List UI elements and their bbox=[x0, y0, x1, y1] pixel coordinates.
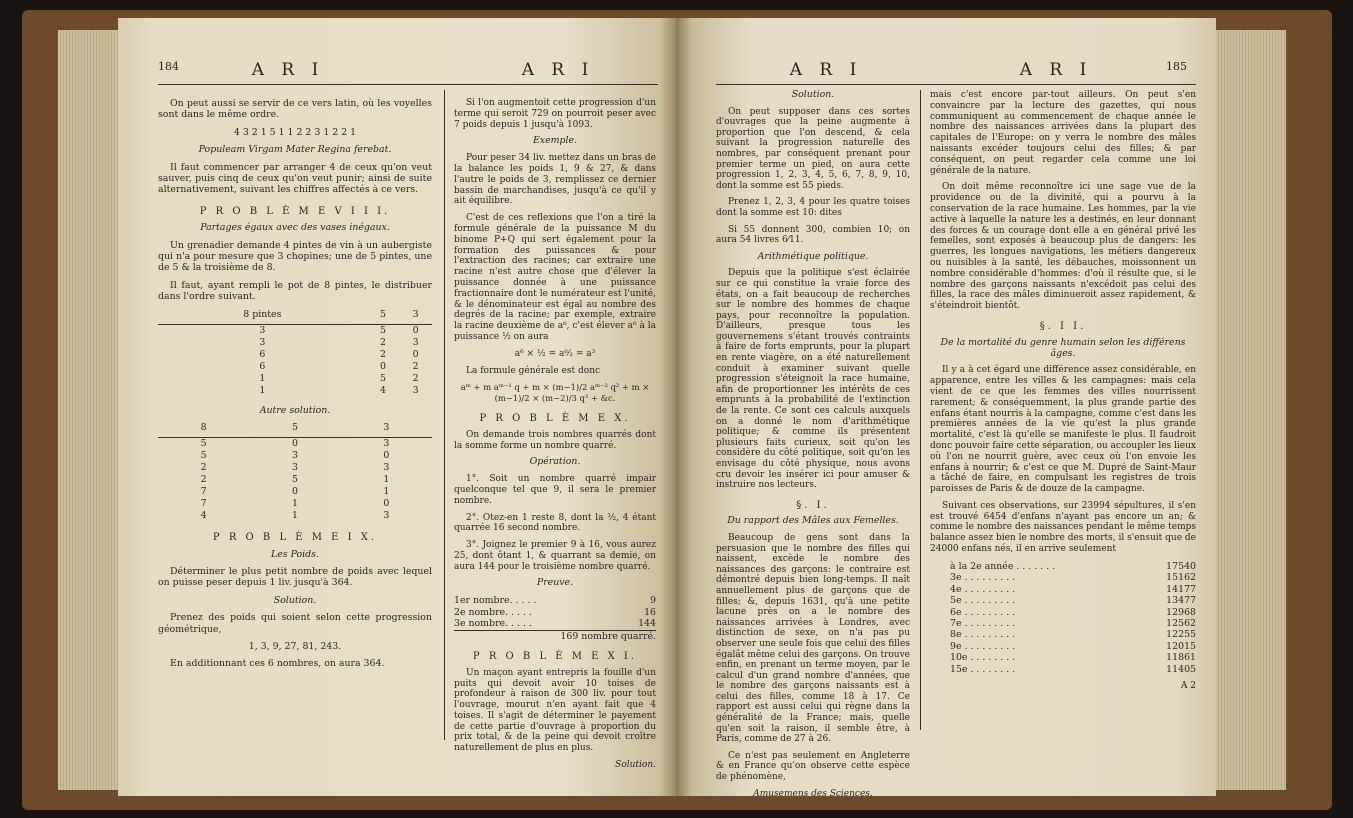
paragraph: Prenez des poids qui soient selon cette progression géométrique, bbox=[158, 612, 432, 635]
list-item bbox=[454, 631, 656, 642]
table-row: 2 3 3 bbox=[200, 462, 390, 474]
list-item: 4e . . . . . . . . . 14177 bbox=[950, 583, 1196, 595]
section-subtitle: Solution. bbox=[791, 89, 835, 100]
problem-title: P R O B L È M E X. bbox=[479, 412, 631, 424]
table-row: 2 5 1 bbox=[200, 474, 390, 486]
table-header: 8 pintes bbox=[158, 309, 367, 325]
table-row: 7 0 1 bbox=[200, 486, 390, 498]
paragraph: 3°. Joignez le premier 9 à 16, vous aurez 25, dont ôtant 1, & quarrant sa demie, on aura 144 pour le troisième nombre quarré. bbox=[454, 540, 656, 572]
running-head: A R I bbox=[521, 60, 595, 80]
section-number: §. I I. bbox=[1039, 320, 1087, 332]
paragraph: Ce n'est pas seulement en Angleterre & en France qu'on observe cette espèce de phénomène, bbox=[716, 750, 910, 783]
paragraph: On peut aussi se servir de ce vers latin, où les voyelles sont dans le même ordre. bbox=[158, 98, 432, 121]
right-column-2 bbox=[930, 90, 1196, 698]
proof-list bbox=[454, 595, 656, 642]
paragraph: On peut supposer dans ces sortes d'ouvrages que la peine augmente à proportion que l'on descend, & cela suivant la progression naturelle des nombres, par conséquent prenant pour premier terme un pied, on aura cette progression 1, 2, 3, 4, 5, 6, 7, 8, 9, 10, dont la somme est 55 pieds. bbox=[716, 106, 910, 191]
list-item: 3e nombre. . . . . 144 bbox=[454, 618, 656, 630]
left-page bbox=[118, 18, 676, 796]
footer-title: Amusemens des Sciences. bbox=[753, 788, 873, 796]
signature-mark: A 2 bbox=[1180, 680, 1196, 691]
left-column-2 bbox=[454, 98, 656, 777]
list-item: 15e . . . . . . . . 11405 bbox=[950, 663, 1196, 675]
list-item: 8e . . . . . . . . . 12255 bbox=[950, 629, 1196, 641]
table-row: 6 2 0 bbox=[259, 348, 419, 360]
mortality-list bbox=[930, 561, 1196, 675]
section-title: Arithmétique politique. bbox=[757, 250, 869, 262]
latin-verse: Populeam Virgam Mater Regina ferebat. bbox=[198, 144, 392, 156]
header-rule bbox=[716, 84, 1196, 85]
problem-title: P R O B L È M E X I. bbox=[472, 650, 638, 662]
proof-total: 169 nombre quarré. bbox=[560, 630, 656, 642]
table-row: 6 0 2 bbox=[259, 360, 419, 372]
table-header: 3 bbox=[399, 309, 432, 325]
paragraph: Suivant ces observations, sur 23994 sépultures, il s'en est trouvé 6454 d'enfans n'ayant pas encore un an; & comme le nombre des naissances pendant le même temps balance assez bien le nombre des morts, il s'ensuit que de 24000 enfans nés, il en arrive seulement bbox=[930, 500, 1196, 555]
running-head: A R I bbox=[789, 60, 863, 80]
section-subtitle: Opération. bbox=[529, 456, 581, 468]
right-page bbox=[676, 18, 1216, 796]
column-divider bbox=[920, 90, 921, 730]
paragraph: Pour peser 34 liv. mettez dans un bras de la balance les poids 1, 9 & 27, & dans l'autre le poids de 3, remplissez ce dernier bassin de marchandises, jusqu'à ce qu'il y ait équilibre. bbox=[454, 153, 656, 207]
paragraph: 1°. Soit un nombre quarré impair quelconque tel que 9, il sera le premier nombre. bbox=[454, 474, 656, 506]
section-number: §. I. bbox=[796, 499, 830, 511]
paragraph: Il y a à cet égard une différence assez considérable, en apparence, entre les villes & les campagnes: mais cela vient de ce que les femmes des villes nourrissent rarement; & conséquemment, la plus grande partie des enfans étant nourris à la campagne, comme c'est dans les premières années de la vie qu'est la plus grande mortalité, c'est là qu'elle se manifeste le plus. Il faudroit donc pouvoir faire cette séparation, ou accoupler les lieux où l'on ne nourrit guère, avec ceux où l'on envoie les enfans à nourrir; & c'est ce que M. Dupré de Saint-Maur a tâché de faire, en compulsant les registres de trois paroisses de Paris & de douze de la campagne. bbox=[930, 365, 1196, 495]
list-item: 5e . . . . . . . . . 13477 bbox=[950, 595, 1196, 607]
section-subtitle: Autre solution. bbox=[259, 404, 331, 416]
page-number: 184 bbox=[158, 60, 179, 73]
left-page-edges bbox=[58, 30, 118, 790]
formula: a⁶ × ½ = a⁶⁄₂ = a³ bbox=[514, 348, 596, 359]
problem-subtitle: Partages égaux avec des vases inégaux. bbox=[200, 222, 390, 234]
list-item: 2e nombre. . . . . 16 bbox=[454, 606, 656, 618]
paragraph: Depuis que la politique s'est éclairée sur ce qui constitue la vraie force des états, on a fait beaucoup de recherches sur le nombre des hommes de chaque pays, pour reconnoître la population. D'ailleurs, presque tous les gouvernemens s'étant trouvés contraints à faire de forts emprunts, pour la plupart en rente viagère, on a été naturellement conduit à examiner suivant quelle progression s'éteignoit la race humaine, afin de proportionner les intérêts de ces emprunts à la probabilité de l'extinction de la rente. Ce sont ces calculs auxquels on a donné le nom d'arithmétique politique; & comme ils présentent plusieurs faits curieux, soit qu'on les considère du côté politique, soit qu'on les envisage du côté physique, nous avons cru devoir les insérer ici pour amuser & instruire nos lecteurs. bbox=[716, 268, 910, 491]
paragraph: Beaucoup de gens sont dans la persuasion que le nombre des filles qui naissent, excède le nombre des naissances des garçons: le contraire est démontré depuis bien long-temps. Il naît annuellement plus de garçons que de filles; &, depuis 1631, qu'à une petite lacune près on a le nombre des naissances arrivées à Londres, avec distinction de sexe, on n'a pas pu observer une seule fois que celui des filles égalât même celui des garçons. On trouve enfin, en prenant un terme moyen, par le calcul d'un grand nombre d'années, que le nombre des garçons naissants est à celui des filles, comme 18 à 17. Ce rapport est aussi celui qui règne dans la généralité de la France; mais, quelle qu'en soit la raison, il semble être, à Paris, comme de 27 à 26. bbox=[716, 532, 910, 745]
list-item: 6e . . . . . . . . . 12968 bbox=[950, 606, 1196, 618]
column-divider bbox=[444, 90, 445, 740]
list-item: 3e . . . . . . . . . 15162 bbox=[950, 572, 1196, 584]
table-row: 1 4 3 bbox=[259, 384, 419, 396]
table-header: 3 bbox=[341, 422, 432, 438]
table-header: 8 bbox=[158, 422, 249, 438]
section-subtitle: Exemple. bbox=[532, 135, 578, 147]
list-item: 7e . . . . . . . . . 12562 bbox=[950, 617, 1196, 629]
table-row: 3 2 3 bbox=[259, 336, 419, 348]
paragraph: Déterminer le plus petit nombre de poids avec lequel on puisse peser depuis 1 liv. jusqu'à 364. bbox=[158, 565, 432, 589]
paragraph: Il faut commencer par arranger 4 de ceux qu'on veut sauver, puis cinq de ceux qu'on veut punir; ainsi de suite alternativement, suivant les chiffres affectés à ce vers. bbox=[158, 161, 432, 196]
running-head: A R I bbox=[1019, 60, 1093, 80]
paragraph: On demande trois nombres quarrés dont la somme forme un nombre quarré. bbox=[454, 429, 656, 451]
table-row: 3 5 0 bbox=[259, 324, 419, 336]
table-row: 7 1 0 bbox=[200, 498, 390, 510]
series: 1, 3, 9, 27, 81, 243. bbox=[248, 640, 342, 652]
table-row: 1 5 2 bbox=[259, 372, 419, 384]
list-item: à la 2e année . . . . . . . 17540 bbox=[950, 560, 1196, 572]
list-item: 1er nombre. . . . . 9 bbox=[454, 595, 656, 607]
table-header: 5 bbox=[367, 309, 400, 325]
right-column-1 bbox=[716, 90, 910, 796]
table-header: 5 bbox=[249, 422, 340, 438]
paragraph: Un grenadier demande 4 pintes de vin à un aubergiste qui n'a pour mesure que 3 chopines; une de 5 pintes, une de 5 & la troisième de 8. bbox=[158, 239, 432, 274]
running-head: A R I bbox=[251, 60, 325, 80]
problem-subtitle: Les Poids. bbox=[271, 548, 319, 560]
formula: aᵐ + m aᵐ⁻¹ q + m × (m−1)/2 aᵐ⁻² q² + m × (m−1)/2 × (m−2)/3 q³ + &c. bbox=[460, 382, 650, 404]
table-row: 4 1 3 bbox=[200, 510, 390, 522]
digit-line: 4 3 2 1 5 1 1 2 2 3 1 2 2 1 bbox=[233, 126, 357, 138]
section-subtitle: Du rapport des Mâles aux Femelles. bbox=[727, 515, 899, 527]
list-item: 9e . . . . . . . . . 12015 bbox=[950, 640, 1196, 652]
paragraph: Un maçon ayant entrepris la fouille d'un puits qui devoit avoir 10 toises de profondeur à raison de 300 liv. pour tout l'ouvrage, mourut n'en ayant fait que 4 toises. Il s'agit de déterminer le payement de cette partie d'ouvrage à proportion du prix total, & de la peine qui devoit croître naturellement de plus en plus. bbox=[454, 667, 656, 754]
paragraph: mais c'est encore par-tout ailleurs. On peut s'en convaincre par la lecture des gazettes, qui nous communiquent au commencement de chaque année le nombre des naissances arrivées dans la plupart des capitales de l'Europe: on y verra le nombre des mâles naissants excéder toujours celui des filles; & par conséquent, on peut regarder cela comme une loi générale de la nature. bbox=[930, 90, 1196, 176]
catchword: Solution. bbox=[615, 760, 656, 771]
left-column-1 bbox=[158, 98, 432, 676]
list-item: 10e . . . . . . . . 11861 bbox=[950, 652, 1196, 664]
paragraph: Prenez 1, 2, 3, 4 pour les quatre toises dont la somme est 10: dites bbox=[716, 197, 910, 218]
paragraph: 2°. Otez-en 1 reste 8, dont la ½, 4 étant quarrée 16 second nombre. bbox=[454, 512, 656, 534]
paragraph: Il faut, ayant rempli le pot de 8 pintes, le distribuer dans l'ordre suivant. bbox=[158, 279, 432, 303]
paragraph: Si l'on augmentoit cette progression d'un terme qui seroit 729 on pourroit peser avec 7 poids depuis 1 jusqu'à 1093. bbox=[454, 98, 656, 130]
measure-table-2 bbox=[158, 422, 432, 522]
paragraph: On doit même reconnoître ici une sage vue de la providence ou de la divinité, qui a pourvu à la conservation de la race humaine. Les hommes, par la vie active à laquelle la nature les a destinés, en leur donnant des forces & un courage dont elle a en général privé les femelles, sont exposés à beaucoup plus de dangers: les guerres, les longues navigations, les métiers dangereux ou nuisibles à la santé, les débauches, moissonnent un nombre considérable d'hommes: d'où il résulte que, si le nombre des garçons naissants n'excédoit pas celui des filles, la race des mâles diminueroit assez rapidement, & s'éteindroit bientôt. bbox=[930, 182, 1196, 312]
section-subtitle: De la mortalité du genre humain selon les différens âges. bbox=[940, 336, 1186, 359]
page-number: 185 bbox=[1166, 60, 1187, 73]
header-rule bbox=[158, 84, 658, 85]
problem-title: P R O B L È M E I X. bbox=[212, 532, 378, 544]
section-subtitle: Preuve. bbox=[536, 577, 574, 589]
paragraph: En additionnant ces 6 nombres, on aura 364. bbox=[170, 658, 385, 670]
section-subtitle: Solution. bbox=[273, 594, 317, 606]
right-page-edges bbox=[1216, 30, 1286, 790]
problem-title: P R O B L È M E V I I I. bbox=[199, 205, 391, 217]
paragraph: La formule générale est donc bbox=[466, 365, 601, 376]
paragraph: Si 55 donnent 300, combien 10; on aura 54 livres 6⁄11. bbox=[716, 224, 910, 246]
paragraph: C'est de ces reflexions que l'on a tiré la formule générale de la puissance M du binome P+Q qui sert également pour la formation des puissances & pour l'extraction des racines; car extraire une racine n'est autre chose que d'élever la puissance donnée à une puissance fractionnaire dont le numérateur est l'unité, & le dénominateur est égal au nombre des degrés de la racine; par exemple, extraire la racine deuxième de a⁶, c'est élever a⁶ à la puissance ½ on aura bbox=[454, 213, 656, 342]
measure-table-1 bbox=[158, 309, 432, 397]
table-row: 5 0 3 bbox=[200, 438, 390, 450]
table-row: 5 3 0 bbox=[200, 450, 390, 462]
